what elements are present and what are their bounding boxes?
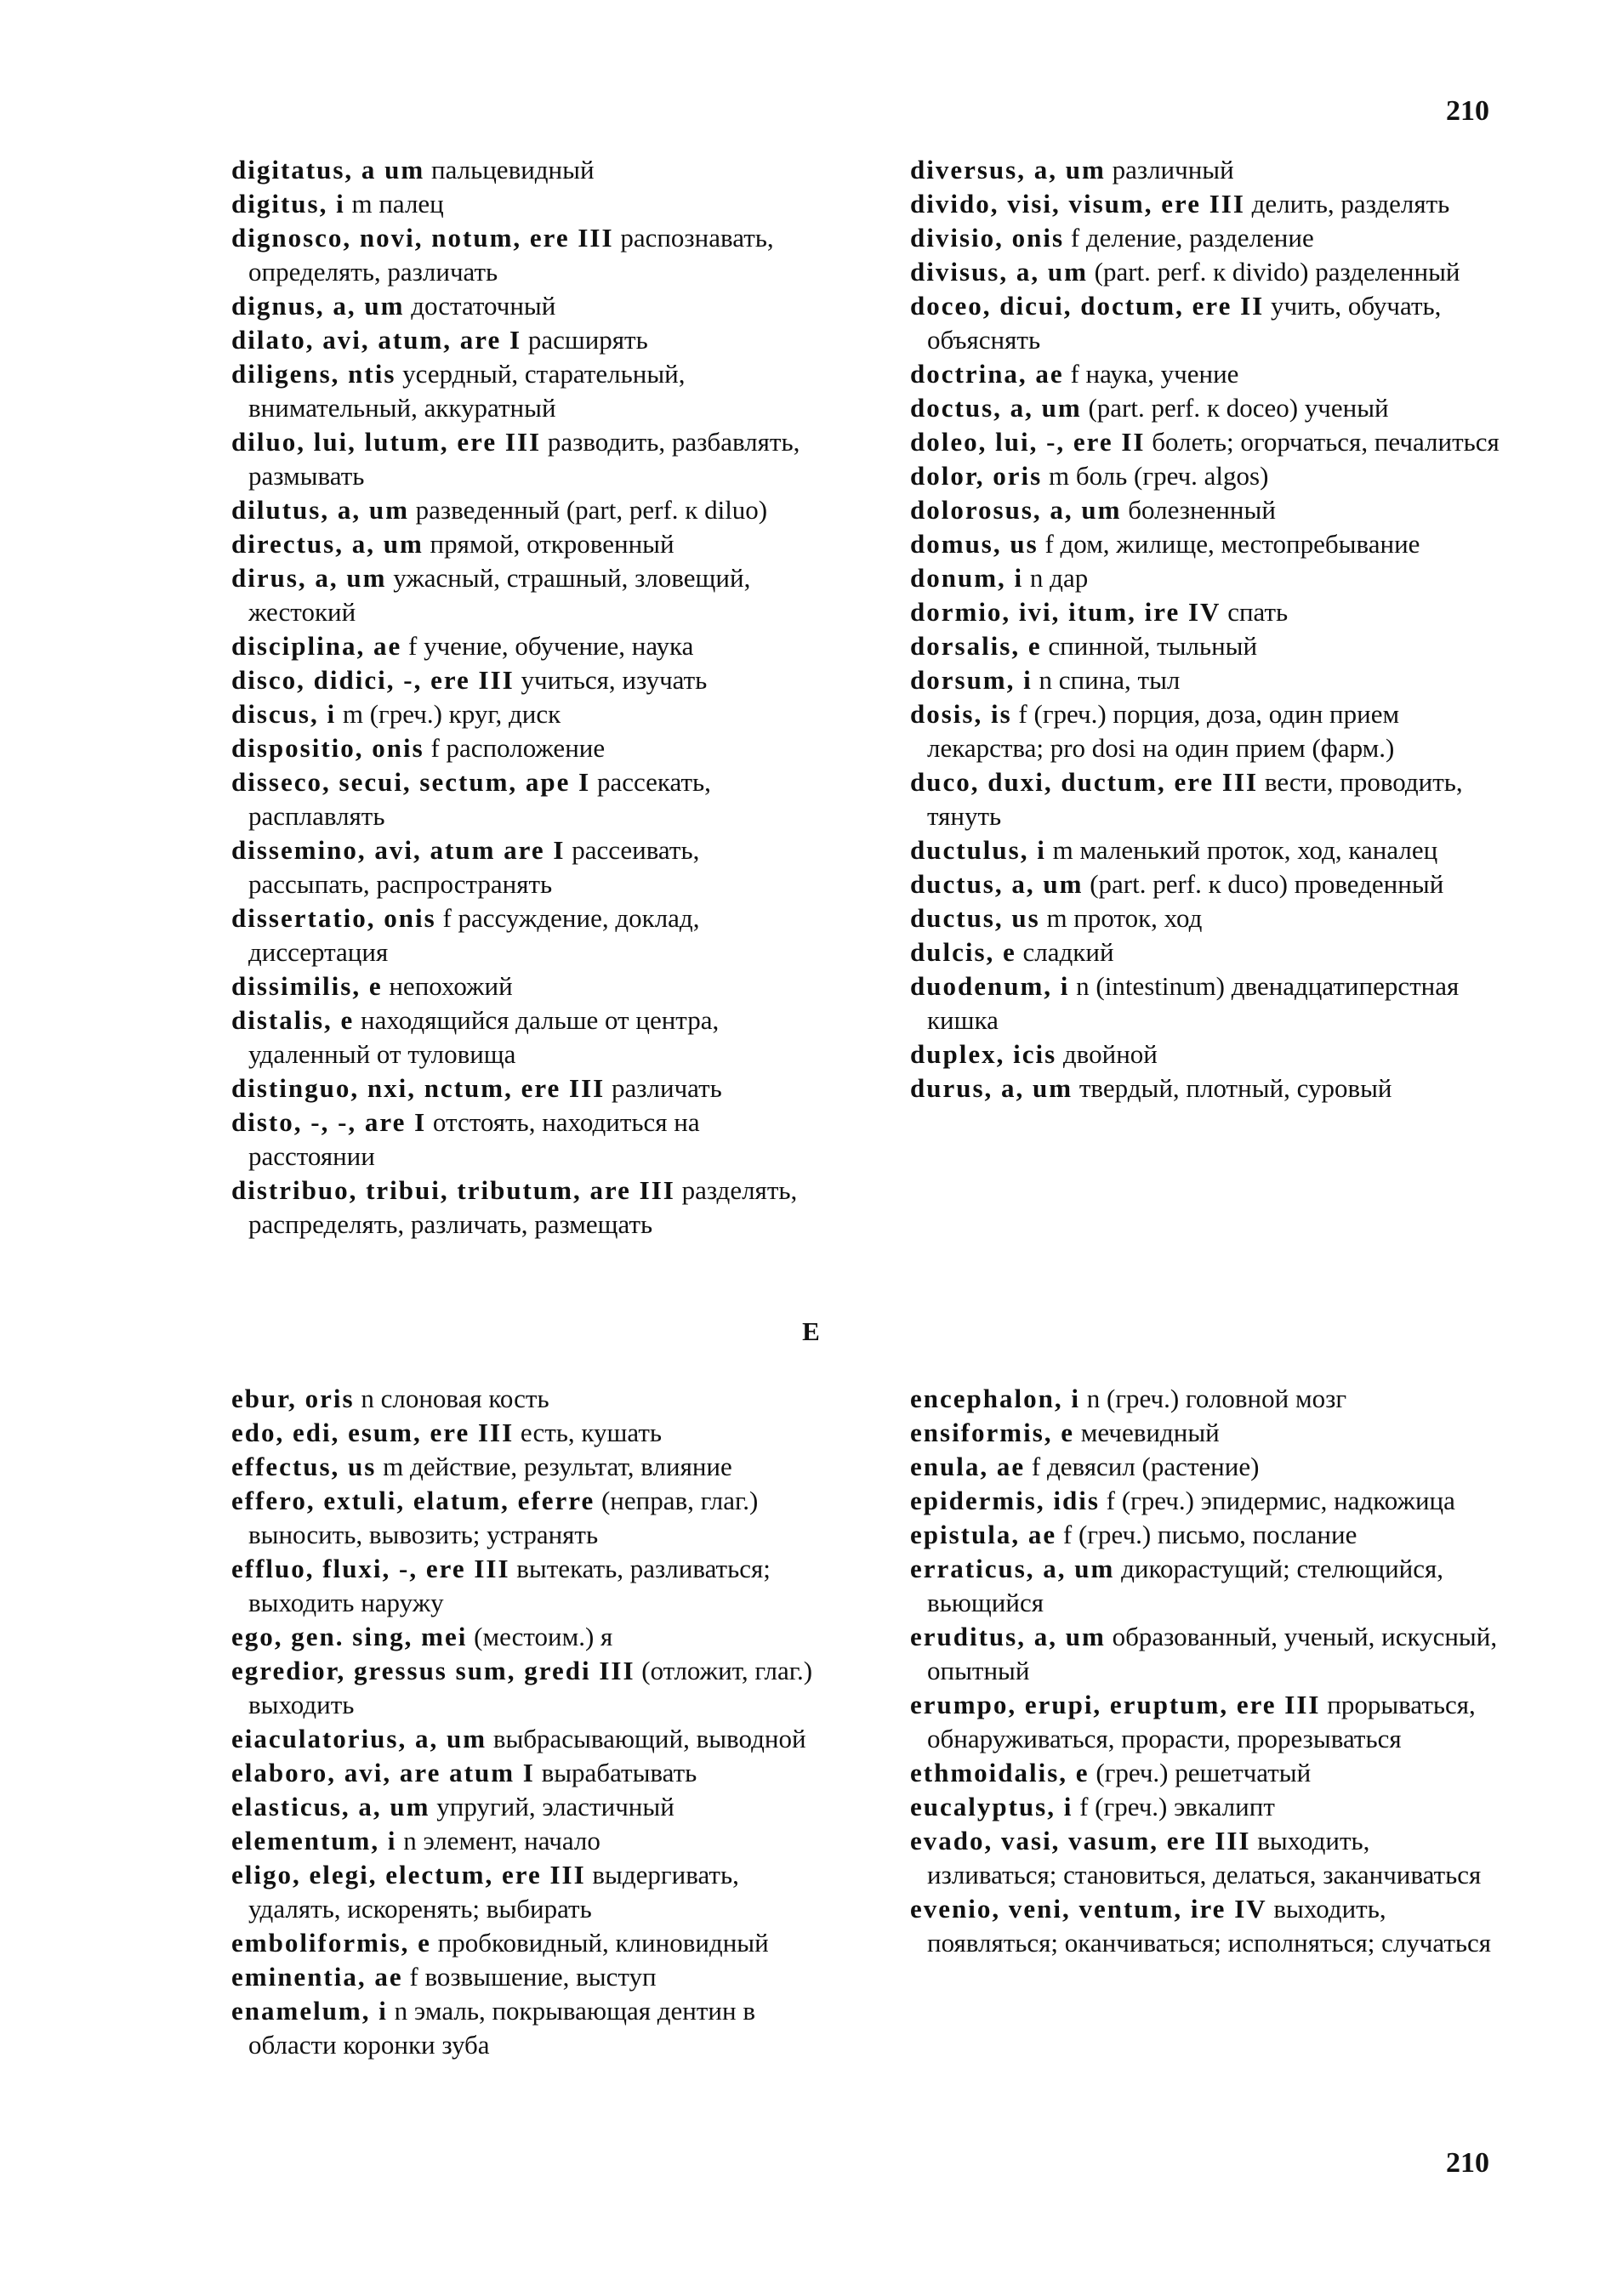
entry-headword: dissemino, avi, atum are I	[231, 835, 566, 865]
dictionary-entry	[231, 1756, 827, 1790]
entry-headword: digitus, i	[231, 189, 345, 219]
entry-translation: пальцевидный	[430, 155, 595, 185]
entry-headword: eucalyptus, i	[910, 1792, 1073, 1821]
dictionary-entry	[231, 1416, 827, 1450]
dictionary-entry	[910, 867, 1505, 901]
dictionary-entry	[910, 1037, 1505, 1071]
entry-translation: n эмаль, покрывающая дентин в области коронки зуба	[248, 1996, 755, 2060]
page-number-bottom: 210	[1446, 2147, 1489, 2179]
entry-translation: (part. perf. к divido) разделенный	[1094, 257, 1460, 287]
entry-headword: encephalon, i	[910, 1384, 1080, 1413]
entry-translation: болезненный	[1128, 495, 1276, 525]
entry-translation: непохожий	[389, 971, 513, 1001]
dictionary-entry	[231, 1722, 827, 1756]
entry-headword: edo, edi, esum, ere III	[231, 1418, 515, 1447]
letter-heading: E	[802, 1316, 820, 1346]
entry-translation: m проток, ход	[1046, 903, 1203, 933]
dictionary-entry	[231, 425, 827, 493]
entry-translation: f (греч.) эпидермис, надкожица	[1106, 1486, 1455, 1515]
entry-headword: dolor, oris	[910, 461, 1043, 491]
dictionary-entry	[231, 1994, 827, 2062]
entry-translation: упругий, эластичный	[436, 1792, 674, 1821]
entry-headword: elasticus, a, um	[231, 1792, 430, 1821]
entry-translation: выбрасывающий, выводной	[492, 1724, 806, 1753]
dictionary-entry	[231, 187, 827, 221]
entry-headword: dilato, avi, atum, are I	[231, 325, 522, 355]
dictionary-entry	[910, 255, 1505, 289]
dictionary-entry	[231, 1450, 827, 1484]
entry-headword: evado, vasi, vasum, ere III	[910, 1826, 1251, 1856]
dictionary-entry	[910, 289, 1505, 357]
entry-translation: m действие, результат, влияние	[383, 1452, 732, 1481]
entry-headword: dissimilis, e	[231, 971, 383, 1001]
dictionary-entry	[910, 187, 1505, 221]
entry-headword: doceo, dicui, doctum, ere II	[910, 291, 1265, 321]
entry-headword: eruditus, a, um	[910, 1622, 1106, 1651]
entry-translation: разделять, распределять, различать, размещать	[248, 1175, 798, 1239]
column-d-left	[231, 153, 827, 1242]
entry-translation: f наука, учение	[1070, 359, 1239, 389]
entry-headword: dorsum, i	[910, 665, 1033, 695]
entry-headword: divisio, onis	[910, 223, 1065, 253]
entry-translation: рассеивать, рассыпать, распространять	[248, 835, 700, 899]
entry-headword: doctus, a, um	[910, 393, 1082, 423]
entry-translation: отстоять, находиться на расстоянии	[248, 1107, 700, 1171]
dictionary-entry	[910, 1071, 1505, 1105]
dictionary-entry	[231, 697, 827, 731]
dictionary-entry	[910, 1620, 1505, 1688]
dictionary-entry	[910, 1790, 1505, 1824]
dictionary-entry	[910, 561, 1505, 595]
entry-translation: дикорастущий; стелющийся, вьющийся	[927, 1554, 1444, 1617]
entry-translation: f рассуждение, доклад, диссертация	[248, 903, 700, 967]
entry-headword: dignosco, novi, notum, ere III	[231, 223, 614, 253]
entry-translation: n (intestinum) двенадцатиперстная кишка	[927, 971, 1460, 1035]
dictionary-entry	[231, 289, 827, 323]
dictionary-entry	[231, 901, 827, 969]
entry-translation: достаточный	[411, 291, 556, 321]
entry-translation: учиться, изучать	[521, 665, 708, 695]
entry-translation: находящийся дальше от центра, удаленный от туловища	[248, 1005, 720, 1069]
entry-translation: n элемент, начало	[403, 1826, 600, 1856]
entry-headword: evenio, veni, ventum, ire IV	[910, 1894, 1267, 1924]
entry-headword: doctrina, ae	[910, 359, 1064, 389]
entry-translation: выходить, появляться; оканчиваться; исполняться; случаться	[927, 1894, 1492, 1958]
dictionary-entry	[231, 1790, 827, 1824]
entry-translation: f учение, обучение, наука	[408, 631, 694, 661]
entry-translation: f возвышение, выступ	[409, 1962, 657, 1992]
dictionary-entry	[910, 663, 1505, 697]
dictionary-entry	[231, 629, 827, 663]
entry-headword: enula, ae	[910, 1452, 1026, 1481]
entry-translation: рассекать, расплавлять	[248, 767, 711, 831]
entry-headword: dolorosus, a, um	[910, 495, 1122, 525]
dictionary-entry	[231, 731, 827, 765]
dictionary-entry	[910, 357, 1505, 391]
entry-translation: m боль (греч. algos)	[1048, 461, 1269, 491]
entry-headword: dosis, is	[910, 699, 1012, 729]
entry-headword: discus, i	[231, 699, 337, 729]
entry-translation: f деление, разделение	[1070, 223, 1314, 253]
entry-translation: m палец	[351, 189, 444, 219]
dictionary-entry	[910, 493, 1505, 527]
entry-translation: пробковидный, клиновидный	[437, 1928, 769, 1958]
entry-translation: прямой, откровенный	[430, 529, 674, 559]
entry-headword: enamelum, i	[231, 1996, 388, 2026]
dictionary-entry	[910, 697, 1505, 765]
entry-headword: diligens, ntis	[231, 359, 396, 389]
entry-translation: разведенный (part, perf. к diluo)	[415, 495, 768, 525]
entry-headword: donum, i	[910, 563, 1024, 593]
entry-translation: m (греч.) круг, диск	[342, 699, 561, 729]
entry-translation: делить, разделять	[1251, 189, 1450, 219]
dictionary-entry	[910, 425, 1505, 459]
dictionary-entry	[910, 595, 1505, 629]
entry-translation: болеть; огорчаться, печалиться	[1152, 427, 1500, 457]
entry-headword: effectus, us	[231, 1452, 377, 1481]
dictionary-entry	[231, 833, 827, 901]
dictionary-entry	[231, 1071, 827, 1105]
entry-headword: eminentia, ae	[231, 1962, 403, 1992]
dictionary-entry	[910, 1416, 1505, 1450]
entry-headword: dignus, a, um	[231, 291, 405, 321]
page-number-top: 210	[1446, 95, 1489, 127]
entry-translation: вести, проводить, тянуть	[927, 767, 1463, 831]
dictionary-entry	[231, 221, 827, 289]
entry-headword: ego, gen. sing, mei	[231, 1622, 468, 1651]
entry-headword: divisus, a, um	[910, 257, 1088, 287]
entry-headword: emboliformis, e	[231, 1928, 431, 1958]
entry-translation: твердый, плотный, суровый	[1078, 1073, 1392, 1103]
entry-headword: ductus, us	[910, 903, 1040, 933]
entry-translation: распознавать, определять, различать	[248, 223, 774, 287]
entry-translation: усердный, старательный, внимательный, аккуратный	[248, 359, 686, 423]
dictionary-entry	[231, 493, 827, 527]
dictionary-entry	[910, 221, 1505, 255]
entry-headword: domus, us	[910, 529, 1039, 559]
dictionary-entry	[910, 1756, 1505, 1790]
entry-headword: disseco, secui, sectum, ape I	[231, 767, 591, 797]
dictionary-entry	[231, 1620, 827, 1654]
entry-translation: f девясил (растение)	[1031, 1452, 1260, 1481]
dictionary-entry	[910, 1518, 1505, 1552]
entry-translation: m маленький проток, ход, каналец	[1052, 835, 1438, 865]
entry-translation: вырабатывать	[541, 1758, 697, 1787]
entry-headword: ductulus, i	[910, 835, 1046, 865]
dictionary-entry	[910, 1552, 1505, 1620]
dictionary-entry	[910, 629, 1505, 663]
entry-translation: вытекать, разливаться; выходить наружу	[248, 1554, 771, 1617]
entry-headword: eligo, elegi, electum, ere III	[231, 1860, 586, 1890]
entry-translation: (местоим.) я	[474, 1622, 613, 1651]
entry-headword: digitatus, a um	[231, 155, 425, 185]
dictionary-entry	[231, 1654, 827, 1722]
entry-translation: (неправ, глаг.) выносить, вывозить; устранять	[248, 1486, 759, 1549]
entry-translation: выдергивать, удалять, искоренять; выбирать	[248, 1860, 739, 1924]
entry-translation: спать	[1227, 597, 1289, 627]
entry-translation: спинной, тыльный	[1048, 631, 1258, 661]
entry-translation: различный	[1112, 155, 1234, 185]
entry-translation: n дар	[1029, 563, 1089, 593]
dictionary-entry	[231, 1552, 827, 1620]
dictionary-entry	[231, 1960, 827, 1994]
entry-headword: duplex, icis	[910, 1039, 1057, 1069]
entry-translation: n слоновая кость	[361, 1384, 549, 1413]
column-e-right	[910, 1382, 1505, 1960]
entry-headword: elementum, i	[231, 1826, 397, 1856]
entry-headword: dilutus, a, um	[231, 495, 409, 525]
entry-headword: effero, extuli, elatum, eferre	[231, 1486, 595, 1515]
dictionary-entry	[231, 1926, 827, 1960]
entry-translation: (греч.) решетчатый	[1096, 1758, 1312, 1787]
entry-translation: f дом, жилище, местопребывание	[1044, 529, 1420, 559]
entry-headword: erumpo, erupi, eruptum, ere III	[910, 1690, 1321, 1719]
dictionary-entry	[231, 153, 827, 187]
dictionary-entry	[231, 323, 827, 357]
entry-translation: f (греч.) эвкалипт	[1079, 1792, 1275, 1821]
entry-headword: erraticus, a, um	[910, 1554, 1115, 1583]
entry-translation: учить, обучать, объяснять	[927, 291, 1442, 355]
dictionary-entry	[231, 1105, 827, 1174]
entry-translation: f расположение	[430, 733, 606, 763]
entry-headword: ethmoidalis, e	[910, 1758, 1090, 1787]
dictionary-entry	[231, 527, 827, 561]
dictionary-entry	[231, 765, 827, 833]
entry-headword: diversus, a, um	[910, 155, 1106, 185]
entry-headword: egredior, gressus sum, gredi III	[231, 1656, 635, 1685]
entry-headword: ensiformis, e	[910, 1418, 1075, 1447]
dictionary-entry	[231, 1824, 827, 1858]
entry-headword: effluo, fluxi, -, ere III	[231, 1554, 510, 1583]
entry-headword: divido, visi, visum, ere III	[910, 189, 1245, 219]
entry-translation: ужасный, страшный, зловещий, жестокий	[248, 563, 751, 627]
entry-translation: n спина, тыл	[1039, 665, 1181, 695]
dictionary-entry	[910, 153, 1505, 187]
entry-headword: epidermis, idis	[910, 1486, 1100, 1515]
entry-headword: dirus, a, um	[231, 563, 387, 593]
dictionary-entry	[910, 901, 1505, 935]
entry-translation: прорываться, обнаруживаться, прорасти, прорезываться	[927, 1690, 1476, 1753]
entry-translation: есть, кушать	[520, 1418, 663, 1447]
dictionary-entry	[910, 1892, 1505, 1960]
entry-translation: (part. perf. к duco) проведенный	[1090, 869, 1444, 899]
dictionary-entry	[231, 969, 827, 1003]
entry-headword: directus, a, um	[231, 529, 424, 559]
entry-headword: duodenum, i	[910, 971, 1070, 1001]
dictionary-entry	[910, 527, 1505, 561]
entry-translation: различать	[612, 1073, 722, 1103]
entry-headword: epistula, ae	[910, 1520, 1057, 1549]
dictionary-entry	[910, 833, 1505, 867]
entry-headword: dorsalis, e	[910, 631, 1042, 661]
entry-headword: distribuo, tribui, tributum, are III	[231, 1175, 675, 1205]
entry-headword: disciplina, ae	[231, 631, 402, 661]
entry-headword: dispositio, onis	[231, 733, 424, 763]
dictionary-entry	[910, 935, 1505, 969]
entry-translation: (отложит, глаг.) выходить	[248, 1656, 813, 1719]
entry-headword: dormio, ivi, itum, ire IV	[910, 597, 1221, 627]
dictionary-entry	[910, 1382, 1505, 1416]
entry-translation: мечевидный	[1080, 1418, 1220, 1447]
dictionary-entry	[910, 969, 1505, 1037]
column-e-left	[231, 1382, 827, 2062]
entry-translation: образованный, ученый, искусный, опытный	[927, 1622, 1498, 1685]
dictionary-entry	[231, 1003, 827, 1071]
entry-translation: (part. perf. к doceo) ученый	[1088, 393, 1389, 423]
entry-headword: disco, didici, -, ere III	[231, 665, 515, 695]
entry-headword: distalis, e	[231, 1005, 355, 1035]
dictionary-entry	[231, 1484, 827, 1552]
entry-translation: n (греч.) головной мозг	[1086, 1384, 1347, 1413]
dictionary-entry	[231, 663, 827, 697]
dictionary-entry	[910, 765, 1505, 833]
entry-translation: разводить, разбавлять, размывать	[248, 427, 800, 491]
dictionary-entry	[231, 1382, 827, 1416]
entry-headword: dulcis, e	[910, 937, 1016, 967]
dictionary-entry	[231, 1858, 827, 1926]
entry-headword: elaboro, avi, are atum I	[231, 1758, 535, 1787]
dictionary-entry	[910, 391, 1505, 425]
dictionary-entry	[910, 1484, 1505, 1518]
column-d-right	[910, 153, 1505, 1105]
entry-translation: выходить, изливаться; становиться, делаться, заканчиваться	[927, 1826, 1482, 1890]
entry-translation: f (греч.) порция, доза, один прием лекарства; pro dosi на один прием (фарм.)	[927, 699, 1400, 763]
entry-translation: f (греч.) письмо, послание	[1062, 1520, 1357, 1549]
entry-headword: ebur, oris	[231, 1384, 355, 1413]
entry-headword: doleo, lui, -, ere II	[910, 427, 1146, 457]
dictionary-entry	[231, 357, 827, 425]
dictionary-entry	[910, 459, 1505, 493]
dictionary-entry	[231, 1174, 827, 1242]
entry-headword: duco, duxi, ductum, ere III	[910, 767, 1259, 797]
entry-headword: distinguo, nxi, nctum, ere III	[231, 1073, 606, 1103]
dictionary-entry	[910, 1688, 1505, 1756]
entry-headword: eiaculatorius, a, um	[231, 1724, 487, 1753]
dictionary-entry	[231, 561, 827, 629]
entry-headword: durus, a, um	[910, 1073, 1073, 1103]
dictionary-entry	[910, 1824, 1505, 1892]
entry-headword: ductus, a, um	[910, 869, 1084, 899]
entry-translation: двойной	[1062, 1039, 1158, 1069]
entry-headword: disto, -, -, are I	[231, 1107, 427, 1137]
dictionary-entry	[910, 1450, 1505, 1484]
entry-translation: расширять	[527, 325, 648, 355]
entry-headword: diluo, lui, lutum, ere III	[231, 427, 542, 457]
entry-headword: dissertatio, onis	[231, 903, 436, 933]
entry-translation: сладкий	[1022, 937, 1114, 967]
